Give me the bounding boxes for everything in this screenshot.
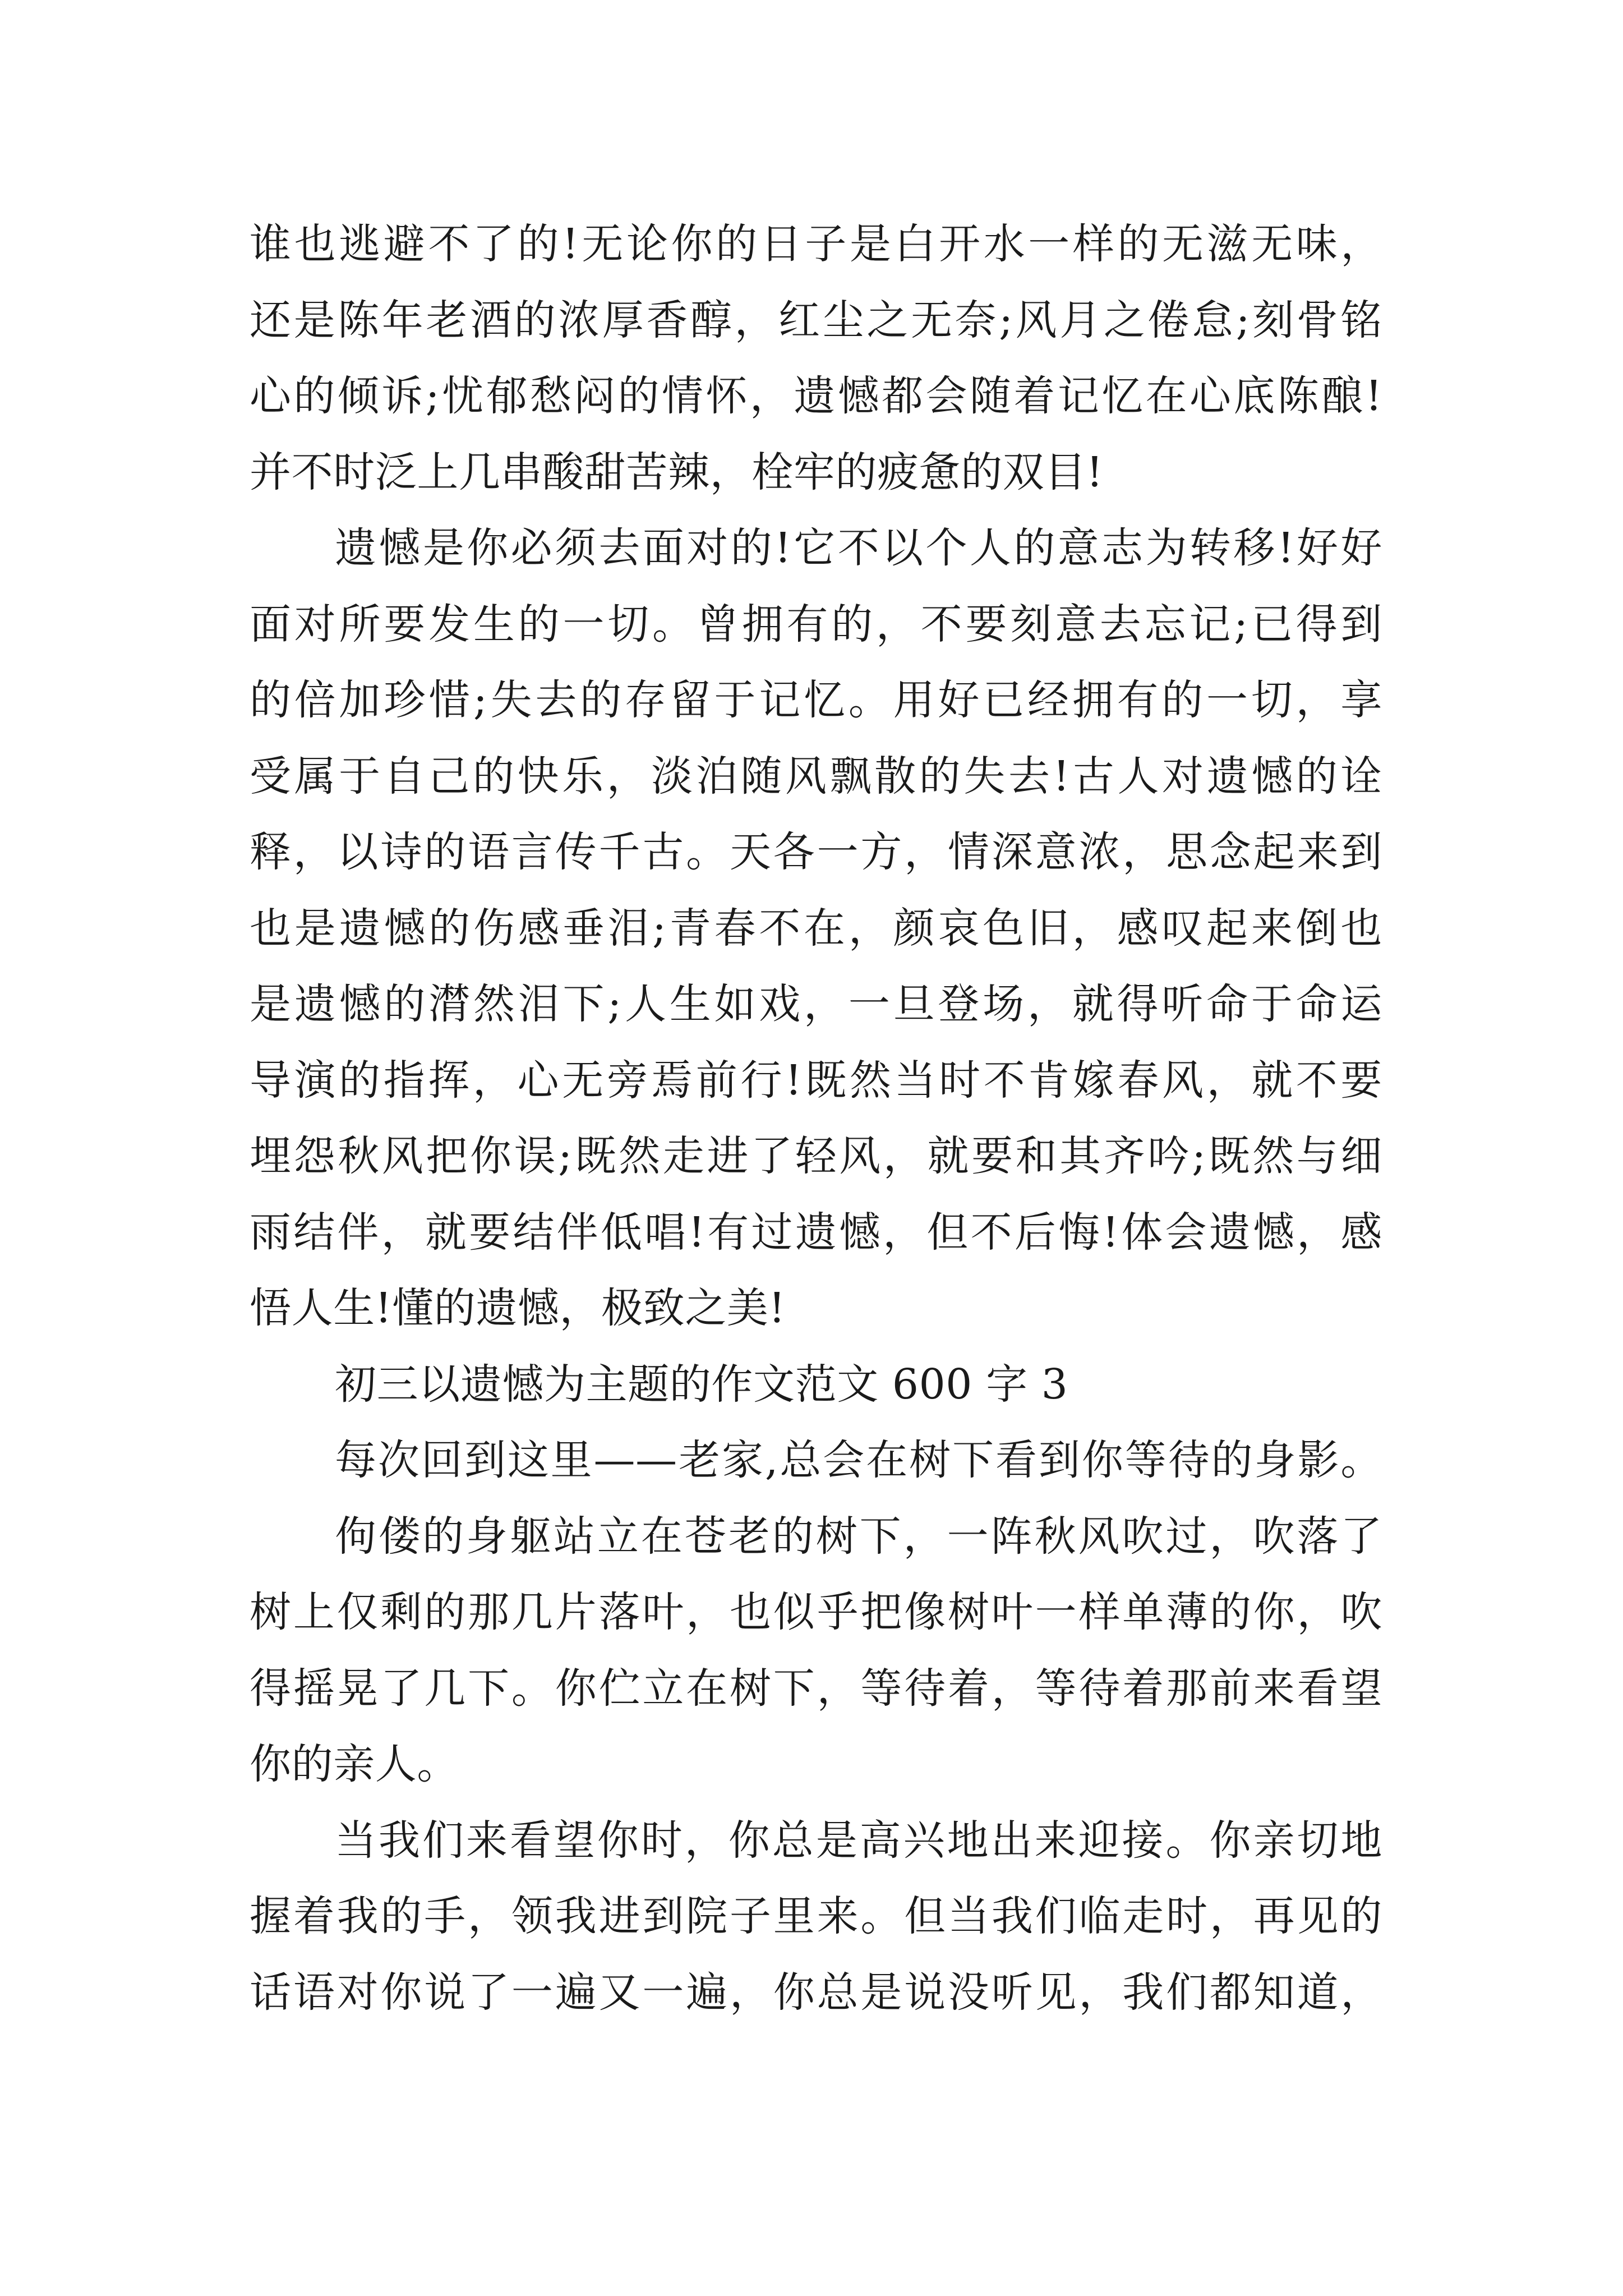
paragraph-start-line: 遗憾是你必须去面对的!它不以个人的意志为转移!好好 <box>335 524 1382 572</box>
text-line: 的倍加珍惜;失去的存留于记忆。用好已经拥有的一切，享 <box>250 676 1382 724</box>
text-line: 雨结伴，就要结伴低唱!有过遗憾，但不后悔!体会遗憾，感 <box>250 1208 1382 1257</box>
essay-body <box>250 206 1382 2031</box>
paragraph-start-line: 每次回到这里——老家,总会在树下看到你等待的身影。 <box>335 1436 1382 1484</box>
paragraph-start-line: 当我们来看望你时，你总是高兴地出来迎接。你亲切地 <box>335 1816 1382 1865</box>
text-line: 并不时泛上几串酸甜苦辣，栓牢的疲惫的双目! <box>250 448 1104 496</box>
text-line: 释，以诗的语言传千古。天各一方，情深意浓，思念起来到 <box>250 828 1382 876</box>
text-line: 你的亲人。 <box>250 1740 459 1788</box>
text-line: 埋怨秋风把你误;既然走进了轻风，就要和其齐吟;既然与细 <box>250 1132 1382 1180</box>
text-line: 是遗憾的潸然泪下;人生如戏，一旦登场，就得听命于命运 <box>250 980 1382 1028</box>
text-line: 悟人生!懂的遗憾，极致之美! <box>250 1284 786 1332</box>
text-line: 导演的指挥，心无旁焉前行!既然当时不肯嫁春风，就不要 <box>250 1056 1382 1105</box>
paragraph-start-line: 佝偻的身躯站立在苍老的树下，一阵秋风吹过，吹落了 <box>335 1512 1382 1561</box>
text-line: 谁也逃避不了的!无论你的日子是白开水一样的无滋无味， <box>250 220 1382 268</box>
text-line: 得摇晃了几下。你伫立在树下，等待着，等待着那前来看望 <box>250 1664 1382 1713</box>
text-line: 也是遗憾的伤感垂泪;青春不在，颜哀色旧，感叹起来倒也 <box>250 904 1382 953</box>
text-line: 受属于自己的快乐，淡泊随风飘散的失去!古人对遗憾的诠 <box>250 752 1382 800</box>
text-line: 树上仅剩的那几片落叶，也似乎把像树叶一样单薄的你，吹 <box>250 1588 1382 1636</box>
text-line: 还是陈年老酒的浓厚香醇，红尘之无奈;风月之倦怠;刻骨铭 <box>250 296 1382 344</box>
text-line: 握着我的手，领我进到院子里来。但当我们临走时，再见的 <box>250 1892 1382 1940</box>
text-line: 心的倾诉;忧郁愁闷的情怀，遗憾都会随着记忆在心底陈酿! <box>250 372 1382 420</box>
section-heading: 初三以遗憾为主题的作文范文 600 字 3 <box>335 1360 1068 1409</box>
text-line: 话语对你说了一遍又一遍，你总是说没听见，我们都知道， <box>250 1968 1382 2017</box>
text-line: 面对所要发生的一切。曾拥有的，不要刻意去忘记;已得到 <box>250 600 1382 648</box>
